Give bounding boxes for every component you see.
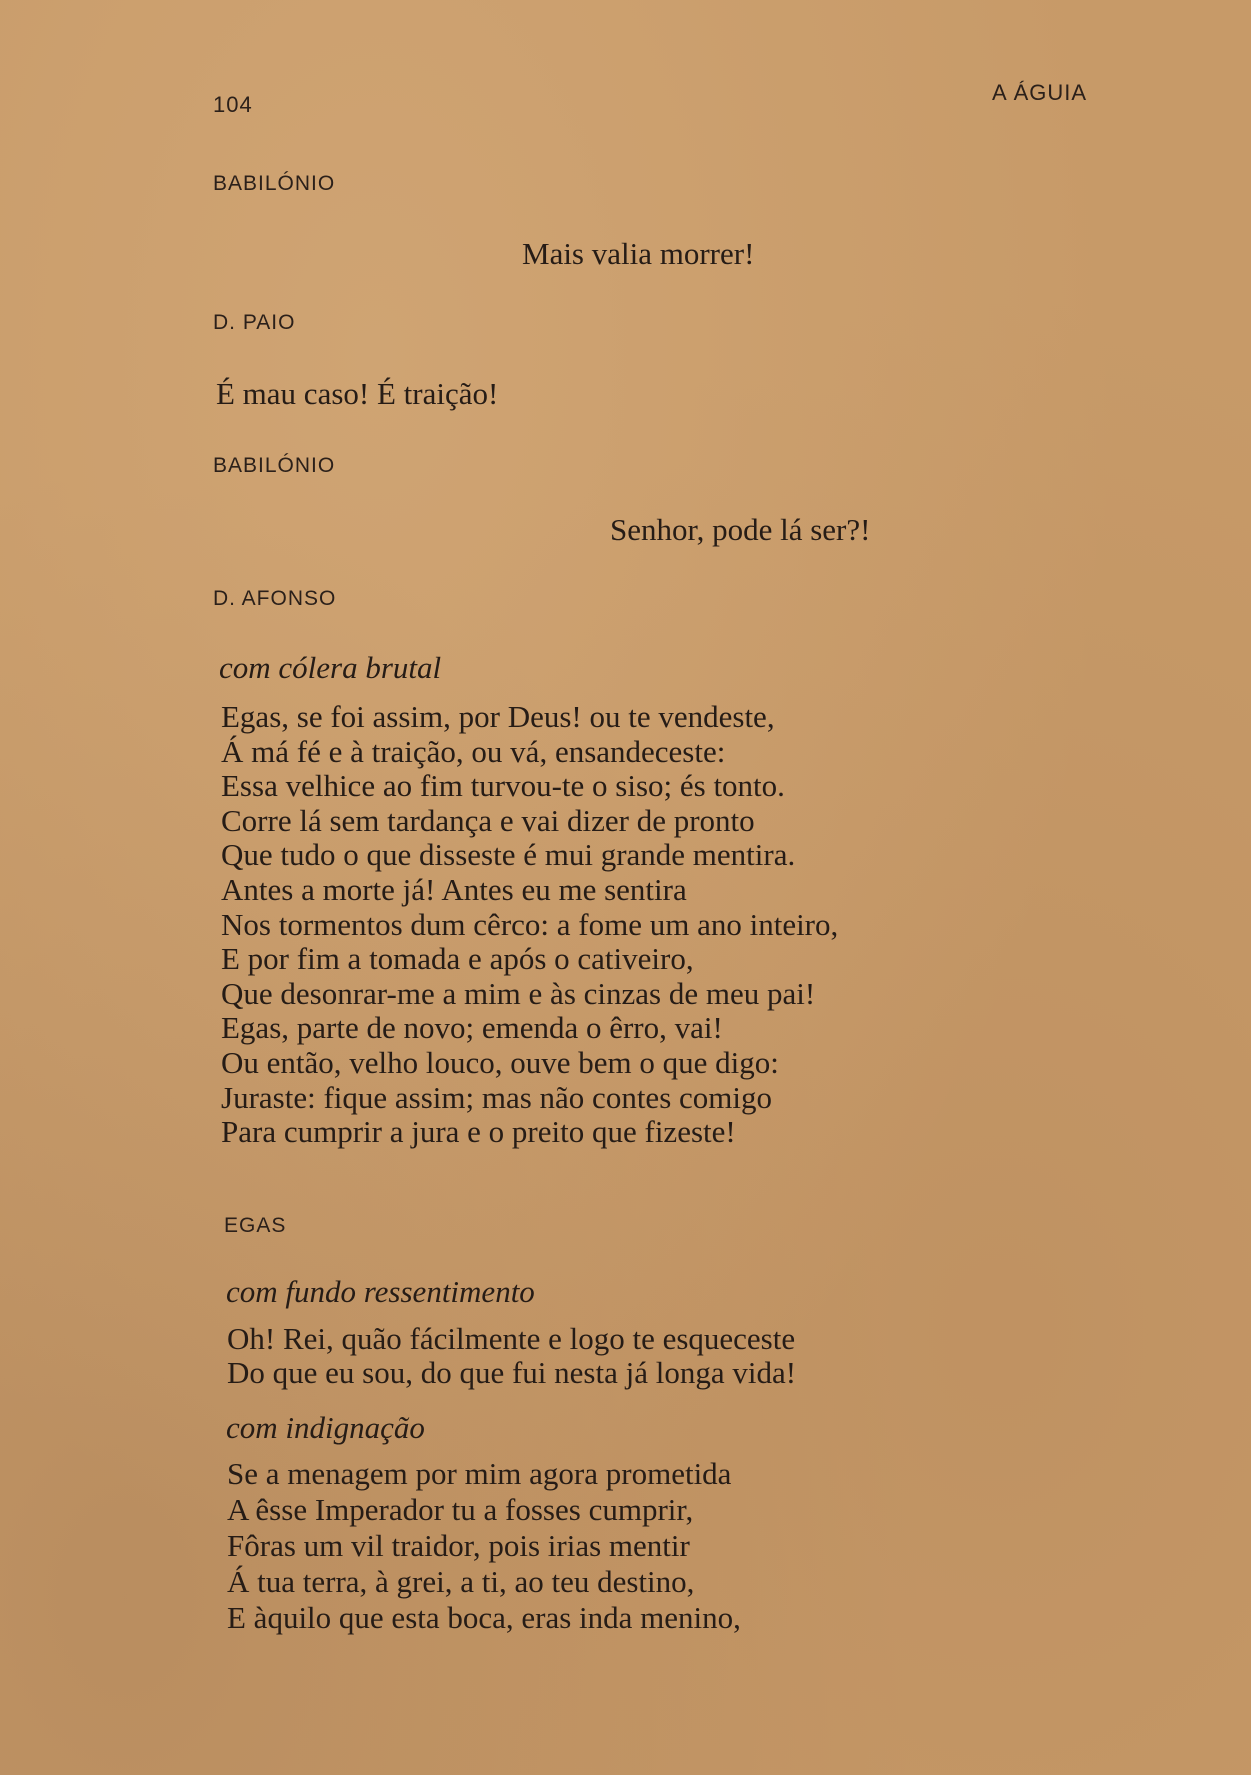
verse-line: Fôras um vil traidor, pois irias mentir: [227, 1528, 690, 1563]
verse-block: [221, 700, 838, 1150]
speaker-name: BABILÓNIO: [213, 454, 336, 477]
speaker-name: BABILÓNIO: [213, 172, 336, 195]
verse-line: Egas, parte de novo; emenda o êrro, vai!: [221, 1010, 723, 1046]
verse-line: Juraste: fique assim; mas não contes comigo: [221, 1079, 772, 1115]
speaker-name: EGAS: [224, 1214, 287, 1237]
verse-line: A êsse Imperador tu a fosses cumprir,: [227, 1492, 694, 1527]
verse-line: Á tua terra, à grei, a ti, ao teu destino,: [227, 1564, 695, 1599]
dialogue-line: Senhor, pode lá ser?!: [610, 512, 871, 547]
verse-line: Para cumprir a jura e o preito que fizeste!: [221, 1114, 736, 1150]
dialogue-line: É mau caso! É traição!: [216, 376, 499, 411]
stage-direction: com indignação: [226, 1410, 425, 1445]
verse-line: Do que eu sou, do que fui nesta já longa vida!: [227, 1355, 797, 1390]
verse-line: Essa velhice ao fim turvou-te o siso; és tonto.: [221, 768, 785, 804]
running-title: A ÁGUIA: [992, 80, 1088, 105]
dialogue-line: Mais valia morrer!: [522, 236, 755, 271]
verse-line: Corre lá sem tardança e vai dizer de pronto: [221, 802, 755, 838]
verse-line: Nos tormentos dum cêrco: a fome um ano inteiro,: [221, 906, 839, 942]
verse-line: E por fim a tomada e após o cativeiro,: [221, 941, 694, 977]
stage-direction: com fundo ressentimento: [226, 1274, 535, 1309]
speaker-name: D. AFONSO: [213, 587, 337, 610]
speaker-name: D. PAIO: [213, 311, 296, 334]
page-number: 104: [213, 92, 253, 117]
verse-line: Que tudo o que disseste é mui grande mentira.: [221, 837, 796, 873]
verse-line: Á má fé e à traição, ou vá, ensandeceste:: [221, 733, 726, 769]
stage-direction: com cólera brutal: [219, 650, 442, 685]
verse-line: Antes a morte já! Antes eu me sentira: [221, 871, 687, 907]
verse-line: Egas, se foi assim, por Deus! ou te vendeste,: [221, 699, 775, 734]
verse-line: Oh! Rei, quão fácilmente e logo te esqueceste: [227, 1321, 796, 1356]
verse-line: E àquilo que esta boca, eras inda menino,: [227, 1600, 741, 1635]
verse-line: Se a menagem por mim agora prometida: [227, 1456, 732, 1491]
verse-line: Que desonrar-me a mim e às cinzas de meu pai!: [221, 975, 816, 1011]
verse-block: [227, 1322, 796, 1390]
verse-line: Ou então, velho louco, ouve bem o que digo:: [221, 1044, 779, 1080]
verse-block: [227, 1456, 741, 1636]
